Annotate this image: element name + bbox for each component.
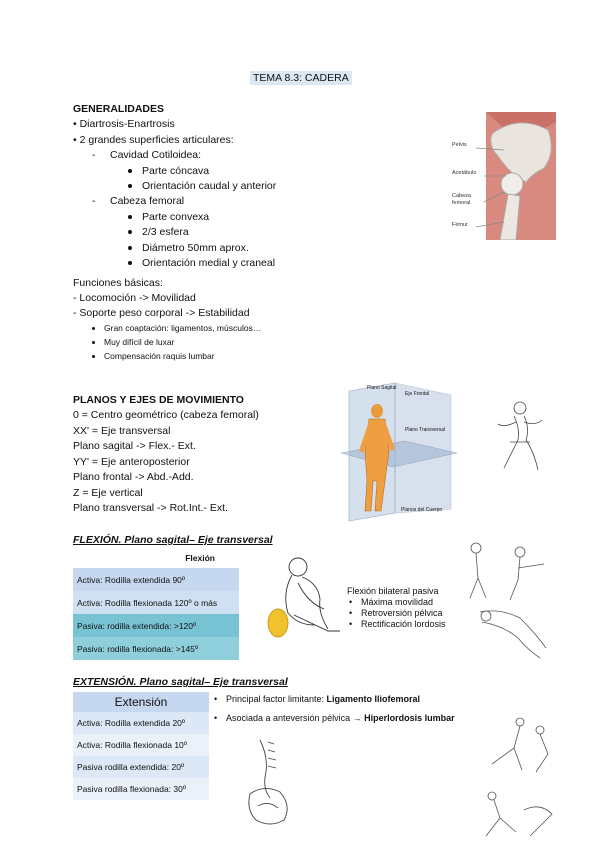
extension-row: Activa: Rodilla flexionada 10º <box>73 734 209 756</box>
funciones-sub-text: Muy difícil de luxar <box>104 337 175 347</box>
cotiloidea-item <box>128 164 209 180</box>
funciones-line: - Soporte peso corporal -> Estabilidad <box>73 307 250 319</box>
planes-label: Planos del Cuerpo <box>401 507 443 513</box>
planos-line: Plano frontal -> Abd.-Add. <box>73 471 194 483</box>
planes-label: Plano Sagital <box>367 385 397 391</box>
flexion-table-header: Flexión <box>185 553 215 563</box>
flexion-note: • Rectificación lordosis <box>349 619 446 629</box>
funciones-sub-text: Gran coaptación: ligamentos, músculos… <box>104 323 262 333</box>
cotiloidea-item-text: Orientación caudal y anterior <box>142 180 277 192</box>
sitting-figure <box>258 553 346 643</box>
flexion-row: Activa: Rodilla flexionada 120º o más <box>73 591 239 614</box>
extension-bullet-1-bold: Ligamento Iliofemoral <box>326 694 421 704</box>
extension-bullet-1: • Principal factor limitante: Ligamento Iliofemoral <box>214 694 421 704</box>
funciones-heading: Funciones básicas: <box>73 277 163 289</box>
flexion-table <box>73 548 239 660</box>
body-planes-figure <box>335 381 463 523</box>
flexion-row: Activa: Rodilla extendida 90º <box>73 568 239 591</box>
funciones-line: - Locomoción -> Movilidad <box>73 292 196 304</box>
extension-bullet-2-bold: Hiperlordosis lumbar <box>364 713 455 723</box>
extension-sketch-figure <box>480 714 556 842</box>
flexion-row: Pasiva: rodilla extendida: >120º <box>73 614 239 637</box>
pelvis-spine-figure <box>240 736 296 830</box>
cotiloidea-text: Cavidad Cotiloidea: <box>110 149 202 161</box>
flexion-note-text: Máxima movilidad <box>361 597 434 607</box>
hip-label: Pelvis <box>452 142 467 148</box>
cabeza-item-text: Orientación medial y craneal <box>142 257 276 269</box>
hip-label: Cabeza femoral <box>452 193 471 206</box>
planos-line: XX' = Eje transversal <box>73 425 171 437</box>
gen-line-2: • 2 grandes superficies articulares: <box>73 134 234 146</box>
section-heading-extension: EXTENSIÓN. Plano sagital– Eje transversal <box>73 676 288 688</box>
planes-label: Plano Transversal <box>405 427 446 433</box>
flexion-note-text: Retroversión pélvica <box>361 608 443 618</box>
pose-sketch-figure <box>490 398 550 474</box>
cotiloidea-item-text: Parte cóncava <box>142 165 210 177</box>
flexion-note: • Máxima movilidad <box>349 597 434 607</box>
page-title: TEMA 8.3: CADERA <box>250 71 352 85</box>
extension-bullet-2: • Asociada a anteversión pélvica → Hiperlordosis lumbar <box>214 713 455 723</box>
cabeza-text: Cabeza femoral <box>110 195 185 207</box>
hip-anatomy-figure <box>448 112 556 240</box>
flexion-row: Pasiva: rodilla flexionada: >145º <box>73 637 239 660</box>
funciones-sub <box>92 349 215 363</box>
cabeza-item <box>128 241 249 257</box>
planes-label: Eje Frontal <box>405 391 430 397</box>
funciones-sub-text: Compensación raquis lumbar <box>104 351 215 361</box>
section-heading-flexion: FLEXIÓN. Plano sagital– Eje transversal <box>73 534 273 546</box>
cabeza-item <box>128 225 189 241</box>
hip-label: Fémur <box>452 222 468 228</box>
gen-line-1: • Diartrosis-Enartrosis <box>73 118 175 130</box>
cabeza-item-text: Parte convexa <box>142 211 210 223</box>
cotiloidea-item <box>128 179 276 195</box>
planos-line: Plano sagital -> Flex.- Ext. <box>73 440 196 452</box>
flexion-note-text: Rectificación lordosis <box>361 619 446 629</box>
funciones-sub <box>92 335 174 349</box>
cabeza-label: - Cabeza femoral <box>92 195 185 207</box>
cabeza-item <box>128 256 275 272</box>
planos-line: Z = Eje vertical <box>73 487 143 499</box>
flexion-note: • Retroversión pélvica <box>349 608 443 618</box>
cabeza-item <box>128 210 209 226</box>
hip-label: Acetábulo <box>452 170 477 176</box>
cabeza-item-text: Diámetro 50mm aprox. <box>142 242 249 254</box>
extension-bullet-2-text: Asociada a anteversión pélvica → <box>226 713 365 723</box>
planos-line: Plano transversal -> Rot.Int.- Ext. <box>73 502 228 514</box>
extension-table <box>73 692 209 800</box>
planos-line: 0 = Centro geométrico (cabeza femoral) <box>73 409 259 421</box>
section-heading-planos: PLANOS Y EJES DE MOVIMIENTO <box>73 394 244 406</box>
extension-table-header: Extensión <box>73 692 209 712</box>
extension-row: Pasiva rodilla extendida: 20º <box>73 756 209 778</box>
extension-row: Activa: Rodilla extendida 20º <box>73 712 209 734</box>
extension-row: Pasiva rodilla flexionada: 30º <box>73 778 209 800</box>
flexion-sketch-figure <box>460 538 552 662</box>
cotiloidea-label: - Cavidad Cotiloidea: <box>92 149 202 161</box>
funciones-sub <box>92 321 261 335</box>
section-heading-generalidades: GENERALIDADES <box>73 103 165 115</box>
flexion-note-title: Flexión bilateral pasiva <box>347 586 439 596</box>
planos-line: YY' = Eje anteroposterior <box>73 456 190 468</box>
extension-bullet-1-text: Principal factor limitante: <box>226 694 327 704</box>
cabeza-item-text: 2/3 esfera <box>142 226 189 238</box>
